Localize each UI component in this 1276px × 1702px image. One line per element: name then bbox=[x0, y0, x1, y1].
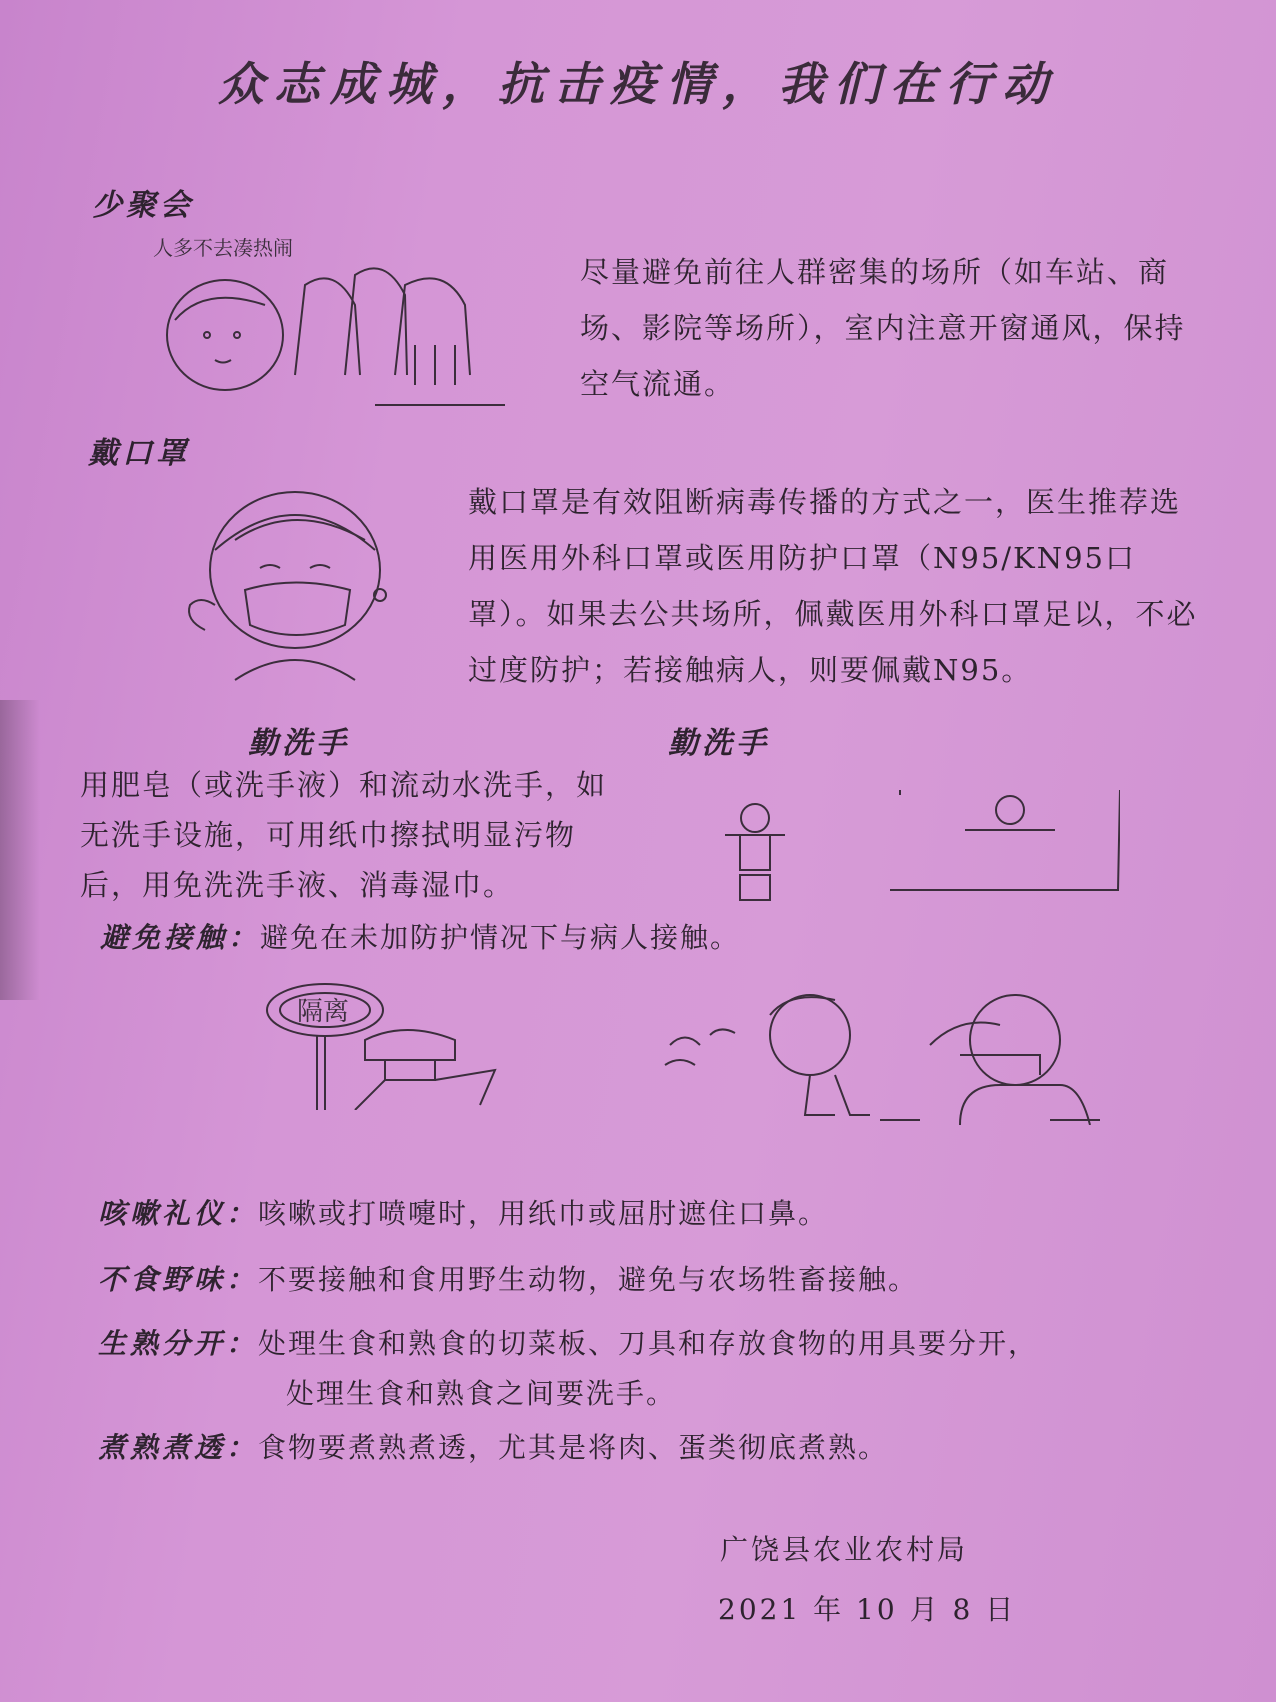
tip-cook-line bbox=[98, 1426, 888, 1466]
heading-gathering: 少聚会 bbox=[92, 188, 194, 223]
avoid-contact-text: 避免在未加防护情况下与病人接触。 bbox=[260, 921, 741, 954]
tip-wild-text: 不要接触和食用野生动物，避免与农场牲畜接触。 bbox=[258, 1263, 919, 1296]
cough-illustration bbox=[660, 985, 1120, 1125]
tip-cook-text: 食物要煮熟煮透，尤其是将肉、蛋类彻底煮熟。 bbox=[258, 1431, 889, 1464]
isolation-illustration bbox=[265, 980, 525, 1110]
heading-handwash-right: 勤洗手 bbox=[668, 726, 770, 761]
signature-org: 广饶县农业农村局 bbox=[720, 1533, 969, 1566]
avoid-contact-label: 避免接触： bbox=[100, 921, 261, 954]
flyer-title: 众志成城，抗击疫情，我们在行动 bbox=[218, 57, 1058, 111]
tip-wild-line bbox=[98, 1258, 918, 1298]
crowd-illustration bbox=[145, 225, 545, 415]
heading-mask: 戴口罩 bbox=[88, 436, 190, 471]
mask-illustration bbox=[175, 480, 415, 700]
gathering-text: 尽量避免前往人群密集的场所（如车站、商场、影院等场所），室内注意开窗通风，保持空气流通。 bbox=[580, 255, 1186, 401]
handwash-illustration bbox=[640, 790, 1120, 910]
tip-separate-line bbox=[98, 1322, 1038, 1362]
avoid-contact-line bbox=[100, 916, 740, 956]
tip-cook-label: 煮熟煮透： bbox=[98, 1431, 259, 1464]
crowd-caption: 人多不去凑热闹 bbox=[153, 236, 293, 260]
tip-wild-label: 不食野味： bbox=[98, 1263, 259, 1296]
handwash-text: 用肥皂（或洗手液）和流动水洗手，如无洗手设施，可用纸巾擦拭明显污物后，用免洗洗手液、消毒湿巾。 bbox=[80, 768, 608, 902]
mask-text: 戴口罩是有效阻断病毒传播的方式之一，医生推荐选用医用外科口罩或医用防护口罩（N95/KN95口罩）。如果去公共场所，佩戴医用外科口罩足以，不必过度防护；若接触病人，则要佩戴N95。 bbox=[468, 485, 1198, 687]
tip-separate-text: 处理生食和熟食的切菜板、刀具和存放食物的用具要分开， bbox=[258, 1327, 1039, 1360]
tip-cough-line bbox=[98, 1192, 828, 1232]
tip-separate-line-2: 处理生食和熟食之间要洗手。 bbox=[286, 1377, 677, 1410]
tip-separate-label: 生熟分开： bbox=[98, 1327, 259, 1360]
signature-date: 2021 年 10 月 8 日 bbox=[718, 1593, 1017, 1626]
isolation-sign-text: 隔离 bbox=[297, 997, 350, 1027]
tip-cough-label: 咳嗽礼仪： bbox=[98, 1197, 259, 1230]
heading-handwash-left: 勤洗手 bbox=[248, 726, 350, 761]
tip-cough-text: 咳嗽或打喷嚏时，用纸巾或屈肘遮住口鼻。 bbox=[258, 1197, 829, 1230]
